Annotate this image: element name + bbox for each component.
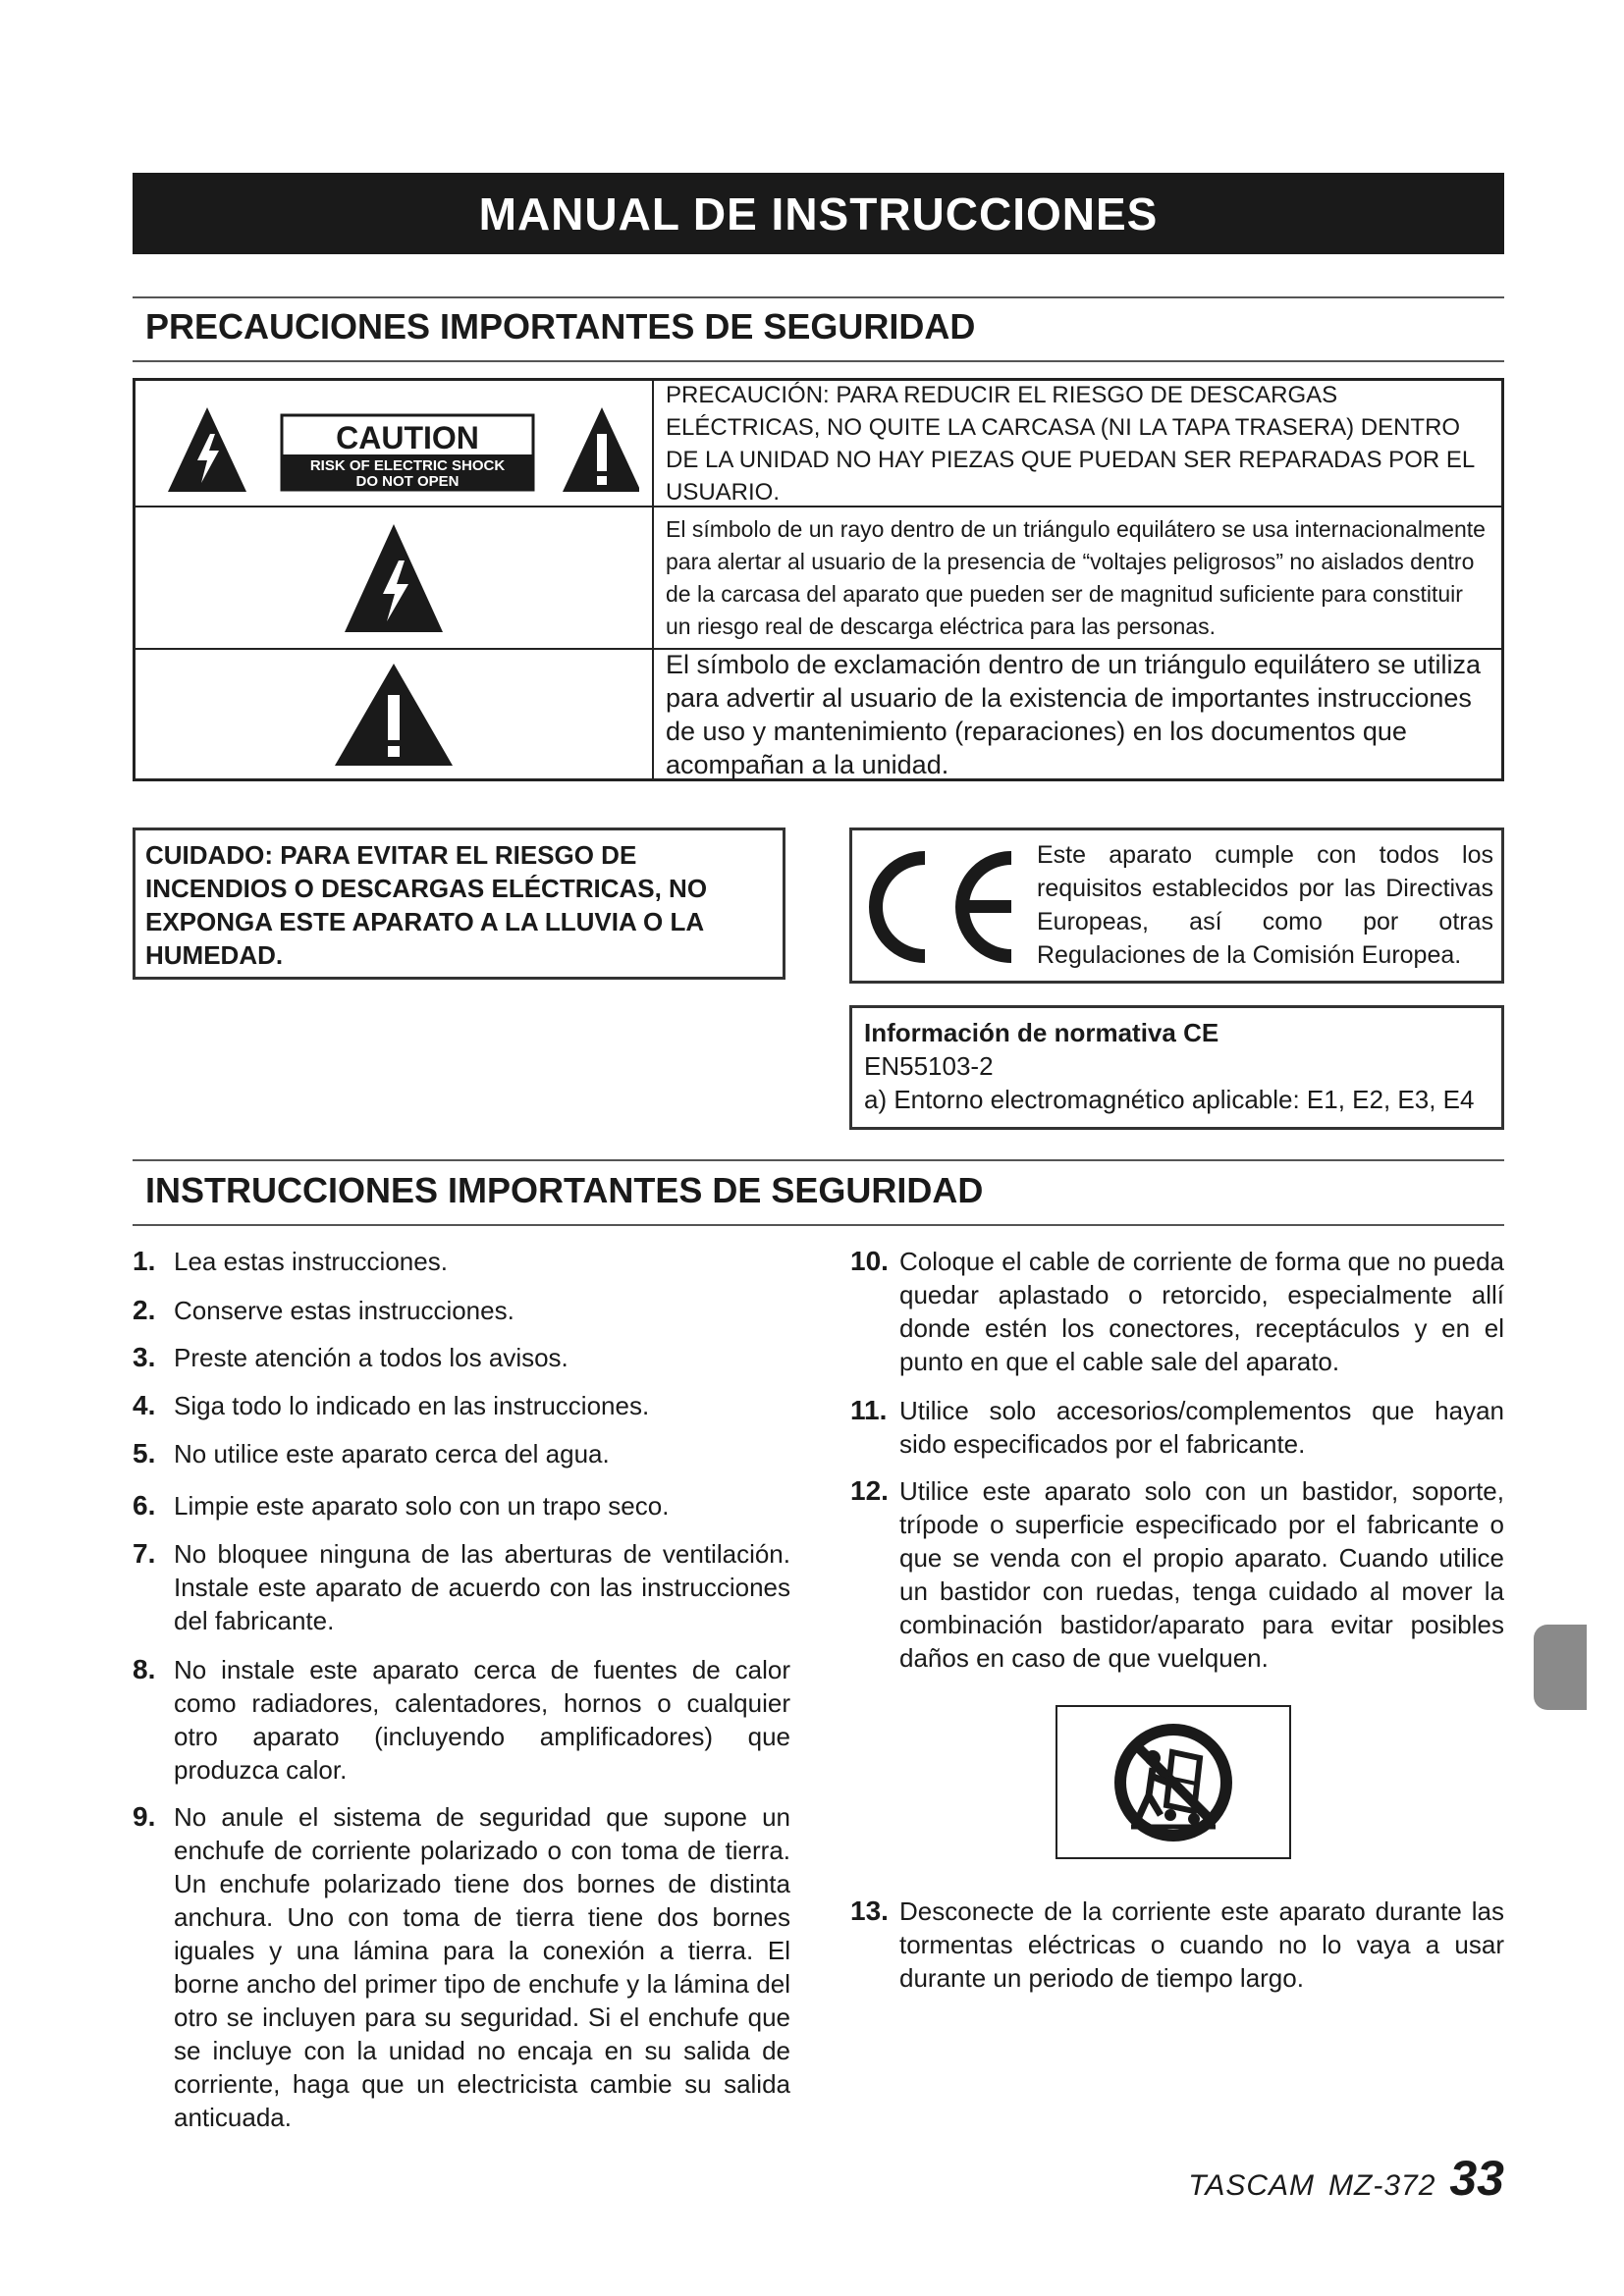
caution-word: CAUTION xyxy=(336,419,479,455)
manual-title-bar xyxy=(133,173,1504,254)
normativa-line1: EN55103-2 xyxy=(864,1051,994,1081)
item-text: Siga todo lo indicado en las instrucciones. xyxy=(174,1391,650,1420)
item-number: 3. xyxy=(133,1342,156,1372)
precautions-title: PRECAUCIONES IMPORTANTES DE SEGURIDAD xyxy=(145,306,976,347)
lightning-triangle-icon xyxy=(340,519,448,637)
list-item xyxy=(850,1394,1504,1461)
item-number: 5. xyxy=(133,1438,156,1468)
section-tab-marker xyxy=(1534,1625,1587,1710)
section-rule xyxy=(133,296,1504,298)
exclamation-dot xyxy=(597,476,607,485)
item-text: Utilice solo accesorios/complementos que hayan sido especificados por el fabricante. xyxy=(899,1396,1504,1459)
warning-row xyxy=(135,650,1501,778)
item-number: 2. xyxy=(133,1295,156,1325)
footer-model: MZ-372 xyxy=(1328,2169,1436,2202)
item-number: 6. xyxy=(133,1490,156,1521)
warning-text-cell xyxy=(666,507,1491,648)
list-item xyxy=(133,1653,790,1787)
list-item xyxy=(133,1800,790,2134)
item-text: No instale este aparato cerca de fuentes de calor como radiadores, calentadores, hornos o cualquier otro aparato (incluyendo amplificadores) que produzca calor. xyxy=(174,1655,790,1785)
item-number: 9. xyxy=(133,1801,156,1832)
page-footer xyxy=(1188,2150,1504,2207)
footer-brand: TASCAM xyxy=(1188,2169,1316,2202)
section-rule xyxy=(133,360,1504,362)
exclamation-mark xyxy=(597,434,607,471)
item-text: Preste atención a todos los avisos. xyxy=(174,1343,568,1372)
cart-warning-symbol-box xyxy=(1056,1705,1291,1859)
ce-text: Este aparato cumple con todos los requisitos establecidos por las Directivas Europeas, así como por otras Regulaciones de la Comisión Europea. xyxy=(1037,841,1493,969)
item-number: 13. xyxy=(850,1896,889,1926)
caution-label-cell xyxy=(135,381,654,506)
warning-text-precaucion: PRECAUCIÓN: PARA REDUCIR EL RIESGO DE DESCARGAS ELÉCTRICAS, NO QUITE LA CARCASA (NI LA TAPA TRASERA) DENTRO DE LA UNIDAD NO HAY PIEZAS QUE PUEDAN SER REPARADAS POR EL USUARIO. xyxy=(666,381,1475,506)
ce-normativa-box xyxy=(849,1005,1504,1130)
exclamation-triangle-icon xyxy=(330,660,458,770)
item-text: Lea estas instrucciones. xyxy=(174,1247,448,1276)
list-item xyxy=(133,1245,790,1278)
item-text: Limpie este aparato solo con un trapo seco. xyxy=(174,1491,670,1521)
warning-table xyxy=(133,378,1504,781)
item-text: No utilice este aparato cerca del agua. xyxy=(174,1439,610,1468)
item-number: 4. xyxy=(133,1390,156,1420)
section-rule xyxy=(133,1224,1504,1226)
item-text: Desconecte de la corriente este aparato durante las tormentas eléctricas o cuando no lo vaya a usar durante un periodo de tiempo largo. xyxy=(899,1896,1504,1993)
item-number: 1. xyxy=(133,1246,156,1276)
list-item xyxy=(850,1474,1504,1675)
instructions-title: INSTRUCCIONES IMPORTANTES DE SEGURIDAD xyxy=(145,1170,984,1210)
exclamation-symbol-cell xyxy=(135,650,654,778)
page-number: 33 xyxy=(1449,2151,1504,2206)
cuidado-warning-box xyxy=(133,828,785,980)
lightning-symbol-cell xyxy=(135,507,654,648)
warning-row xyxy=(135,507,1501,650)
manual-title: MANUAL DE INSTRUCCIONES xyxy=(478,187,1159,240)
warning-row xyxy=(135,381,1501,507)
list-item xyxy=(133,1341,790,1374)
list-item xyxy=(133,1294,790,1327)
item-number: 11. xyxy=(850,1395,888,1425)
cuidado-text: CUIDADO: PARA EVITAR EL RIESGO DE INCENDIOS O DESCARGAS ELÉCTRICAS, NO EXPONGA ESTE APARATO A LA LLUVIA O LA HUMEDAD. xyxy=(145,840,708,970)
list-item xyxy=(850,1245,1504,1378)
list-item xyxy=(133,1437,790,1470)
normativa-title: Información de normativa CE xyxy=(864,1018,1219,1047)
item-number: 8. xyxy=(133,1654,156,1684)
item-number: 12. xyxy=(850,1475,889,1506)
warning-text-cell xyxy=(666,381,1491,506)
section-rule xyxy=(133,1159,1504,1161)
ce-mark-icon xyxy=(864,848,1021,966)
item-number: 10. xyxy=(850,1246,889,1276)
warning-text-cell xyxy=(666,650,1491,778)
item-number: 7. xyxy=(133,1538,156,1569)
item-text: Utilice este aparato solo con un bastidor, soporte, trípode o superficie especificado por el fabricante o que se venda con el propio aparato. Cuando utilice un bastidor con ruedas, tenga cuidado al mover la combinación bastidor/aparato para evitar posibles daños en caso de que vuelquen. xyxy=(899,1476,1504,1673)
list-item xyxy=(133,1389,790,1422)
caution-label-graphic xyxy=(148,390,639,498)
item-text: No bloquee ninguna de las aberturas de ventilación. Instale este aparato de acuerdo con las instrucciones del fabricante. xyxy=(174,1539,790,1635)
warning-text-exclamation: El símbolo de exclamación dentro de un triángulo equilátero se utiliza para advertir al usuario de la existencia de importantes instrucciones de uso y mantenimiento (reparaciones) en los documentos que acompañan a la unidad. xyxy=(666,649,1481,779)
caution-line2: DO NOT OPEN xyxy=(355,472,460,490)
item-text: Conserve estas instrucciones. xyxy=(174,1296,514,1325)
caution-line1: RISK OF ELECTRIC SHOCK xyxy=(309,456,506,474)
normativa-line2: a) Entorno electromagnético aplicable: E1, E2, E3, E4 xyxy=(864,1085,1475,1114)
list-item xyxy=(850,1895,1504,1995)
warning-text-lightning: El símbolo de un rayo dentro de un triángulo equilátero se usa internacionalmente para alertar al usuario de la presencia de “voltajes peligrosos” no aislados dentro de la carcasa del aparato que pueden ser de magnitud suficiente para constituir un riesgo real de descarga eléctrica para las personas. xyxy=(666,515,1486,639)
list-item xyxy=(133,1537,790,1637)
cart-tipover-icon xyxy=(1110,1719,1237,1846)
ce-compliance-box xyxy=(849,828,1504,984)
item-text: Coloque el cable de corriente de forma que no pueda quedar aplastado o retorcido, especialmente allí donde estén los conectores, receptáculos y en el punto en que el cable sale del aparato. xyxy=(899,1247,1504,1376)
item-text: No anule el sistema de seguridad que supone un enchufe de corriente polarizado o con toma de tierra. Un enchufe polarizado tiene dos bornes de distinta anchura. Uno con toma de tierra tiene dos bornes iguales y una lámina para la conexión a tierra. El borne ancho del primer tipo de enchufe y la lámina del otro se incluyen para su seguridad. Si el enchufe que se incluye con la unidad no encaja en su salida de corriente, haga que un electricista cambie su salida anticuada. xyxy=(174,1802,790,2132)
list-item xyxy=(133,1489,790,1522)
